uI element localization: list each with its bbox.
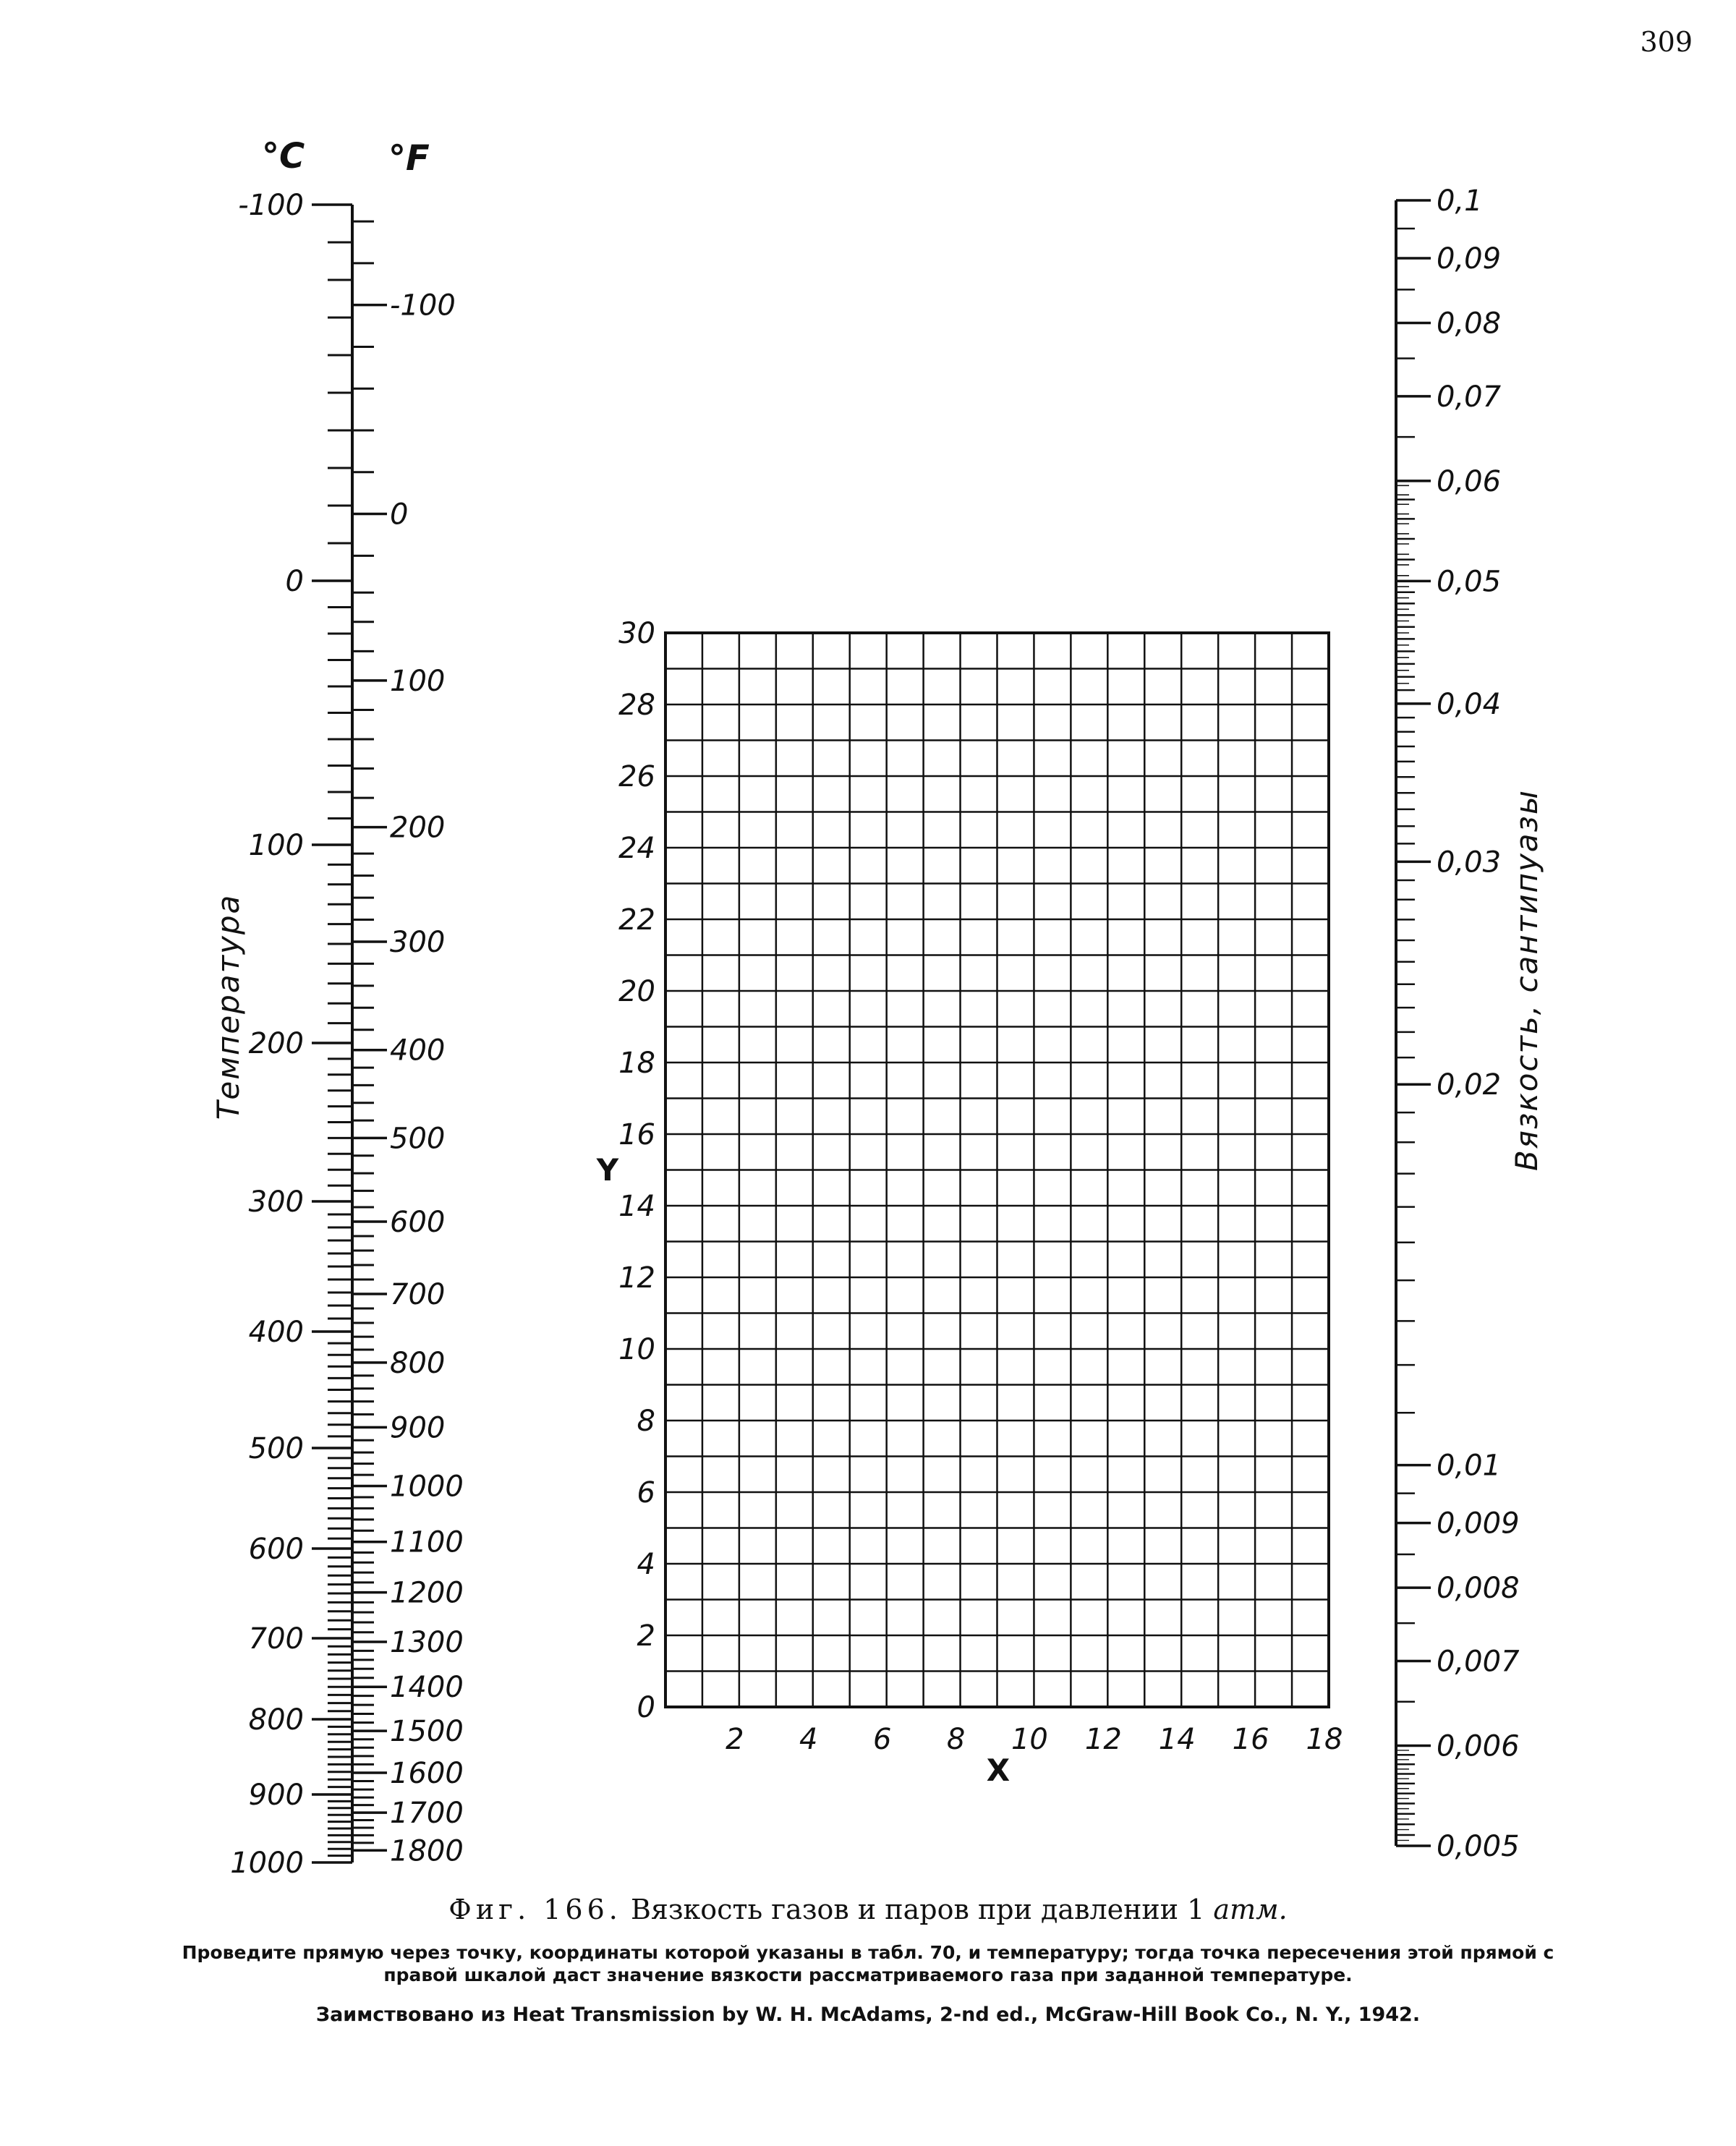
fahrenheit-tick-label: 500 [390,1122,446,1156]
x-tick-label: 14 [1158,1723,1196,1756]
y-tick-label: 6 [637,1476,655,1510]
xy-grid-chart [596,617,1343,1788]
x-tick-label: 4 [799,1723,818,1756]
fahrenheit-tick-label: 1700 [390,1797,464,1831]
fahrenheit-tick-label: 600 [390,1206,446,1239]
fahrenheit-tick-label: 1800 [390,1834,464,1868]
figure-title: Вязкость газов и паров при давлении 1 [630,1894,1214,1925]
fahrenheit-tick-label: 200 [390,811,446,845]
x-axis-title: X [986,1753,1010,1788]
viscosity-tick-label: 0,05 [1437,565,1502,599]
viscosity-tick-label: 0,009 [1437,1507,1520,1541]
fahrenheit-tick-label: 900 [390,1411,446,1445]
y-axis-title: Y [596,1152,619,1188]
celsius-tick-label: 700 [248,1622,304,1656]
fahrenheit-tick-label: 700 [390,1278,446,1311]
y-tick-label: 30 [618,617,655,650]
fahrenheit-tick-label: -100 [390,289,456,323]
x-tick-label: 6 [872,1723,892,1756]
celsius-tick-label: 600 [248,1533,304,1566]
y-tick-label: 26 [618,760,655,793]
x-tick-label: 12 [1084,1723,1122,1756]
x-tick-label: 18 [1306,1723,1343,1756]
celsius-tick-label: 900 [248,1779,304,1812]
y-tick-label: 14 [618,1190,655,1223]
page-number: 309 [1640,26,1693,58]
fahrenheit-tick-label: 400 [390,1034,446,1068]
y-tick-label: 0 [637,1691,655,1724]
viscosity-tick-label: 0,04 [1437,687,1502,721]
temperature-axis-title: Температура [210,893,246,1120]
y-tick-label: 20 [618,975,655,1008]
viscosity-tick-label: 0,006 [1437,1729,1520,1763]
fahrenheit-tick-label: 1500 [390,1715,464,1749]
y-tick-label: 18 [618,1047,655,1080]
viscosity-tick-label: 0,008 [1437,1572,1520,1606]
figure-title-unit: атм. [1213,1894,1288,1925]
viscosity-tick-label: 0,01 [1437,1449,1502,1483]
fahrenheit-tick-label: 0 [390,498,409,532]
viscosity-tick-label: 0,08 [1437,307,1502,341]
fahrenheit-tick-label: 1400 [390,1671,464,1705]
celsius-tick-label: 200 [248,1027,304,1060]
fahrenheit-tick-label: 1200 [390,1576,464,1610]
viscosity-tick-label: 0,005 [1437,1830,1520,1863]
celsius-tick-label: 800 [248,1703,304,1737]
figure-source: Заимствовано из Heat Transmission by W. H. McAdams, 2-nd ed., McGraw-Hill Book Co., N. Y., 1942. [315,2004,1421,2026]
celsius-tick-label: 400 [248,1316,304,1349]
y-tick-label: 28 [618,689,655,722]
y-tick-label: 24 [618,832,655,865]
y-tick-label: 22 [618,903,655,937]
viscosity-tick-label: 0,07 [1437,380,1502,414]
viscosity-tick-label: 0,02 [1437,1068,1502,1102]
x-tick-label: 10 [1010,1723,1048,1756]
y-tick-label: 16 [618,1118,655,1151]
fahrenheit-tick-label: 1600 [390,1756,464,1790]
viscosity-tick-label: 0,1 [1437,184,1483,218]
fahrenheit-unit-label: °F [388,138,430,179]
y-tick-label: 8 [637,1405,655,1438]
viscosity-axis-title: Вязкость, сантипуазы [1509,788,1544,1172]
figure-instructions: Проведите прямую через точку, координаты которой указаны в табл. 70, и температуру; тогда точка пересечения этой прямой с правой шкалой даст значение вязкости рассматриваемого газа при заданной температуре. [182,1942,1554,1985]
fahrenheit-tick-label: 1000 [390,1470,464,1504]
celsius-tick-label: 100 [248,829,304,862]
fahrenheit-tick-label: 1300 [390,1625,464,1659]
figure-label: Фиг. 166. [448,1894,622,1925]
fahrenheit-tick-label: 100 [390,664,446,698]
celsius-tick-label: 500 [248,1432,304,1465]
viscosity-tick-label: 0,06 [1437,464,1502,498]
celsius-tick-label: 0 [285,565,304,598]
figure-caption [174,1894,1562,1925]
temperature-scale [210,136,464,1880]
y-tick-label: 12 [618,1261,655,1295]
fahrenheit-tick-label: 800 [390,1346,446,1380]
y-tick-label: 2 [637,1619,655,1653]
y-tick-label: 4 [637,1548,655,1581]
celsius-tick-label: -100 [238,189,304,222]
x-tick-label: 2 [726,1723,744,1756]
viscosity-scale [1396,184,1544,1863]
x-tick-label: 16 [1232,1723,1269,1756]
celsius-tick-label: 1000 [230,1847,304,1880]
celsius-tick-label: 300 [248,1185,304,1219]
x-tick-label: 8 [946,1723,966,1756]
viscosity-tick-label: 0,03 [1437,846,1502,880]
celsius-unit-label: °C [262,136,305,176]
fahrenheit-tick-label: 300 [390,925,446,959]
viscosity-tick-label: 0,09 [1437,242,1502,276]
viscosity-tick-label: 0,007 [1437,1645,1520,1679]
y-tick-label: 10 [618,1333,655,1366]
fahrenheit-tick-label: 1100 [390,1525,464,1559]
